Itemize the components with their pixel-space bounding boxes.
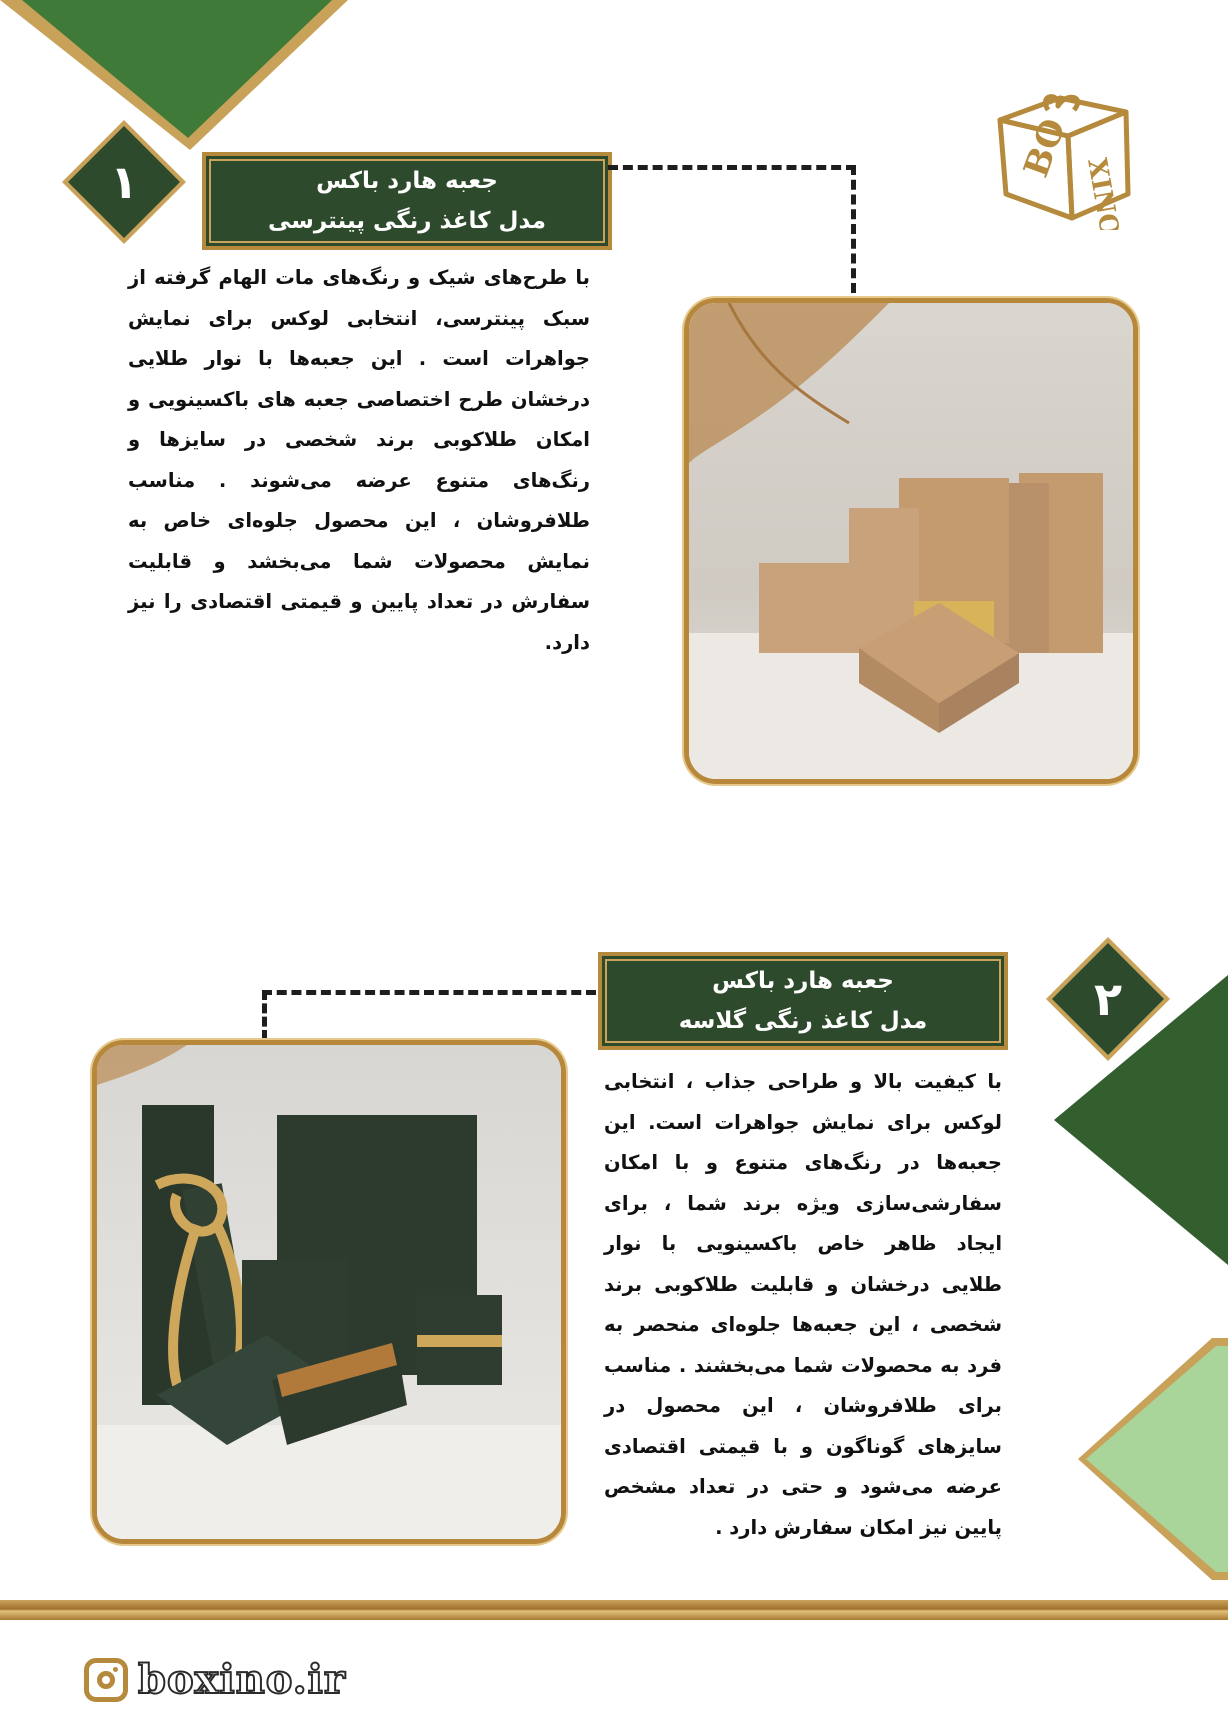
section-2-connector-horizontal	[262, 990, 596, 995]
section-2-title-banner	[598, 952, 1008, 1050]
section-2-description: با کیفیت بالا و طراحی جذاب ، انتخابی لوکس برای نمایش جواهرات است. این جعبه‌ها در رنگ‌های متنوع و با امکان سفارشی‌سازی ویژه برند شما ، برای ایجاد ظاهر خاص باکسینویی با نوار طلایی درخشان و قابلیت طلاکوبی برند شخصی ، این جعبه‌ها جلوه‌ای منحصر به فرد به محصولات شما می‌بخشند . مناسب برای طلافروشان ، این محصول در سایزهای گوناگون و با قیمتی اقتصادی عرضه می‌شود و حتی در تعداد مشخص پایین نیز امکان سفارش دارد .	[604, 1070, 1002, 1539]
section-1-number-badge	[60, 118, 188, 246]
instagram-icon	[84, 1658, 128, 1702]
right-lightgreen-diamond	[1076, 1338, 1228, 1580]
boxino-logo	[988, 90, 1138, 230]
svg-text:XINO: XINO	[1081, 156, 1125, 230]
section-2-connector-vertical	[262, 990, 267, 1040]
footer-website-link[interactable]	[84, 1656, 346, 1703]
section-2-title-line2: مدل کاغذ رنگی گلاسه	[678, 1008, 928, 1034]
section-1-connector-horizontal	[608, 165, 856, 170]
section-2-number-badge	[1044, 935, 1172, 1063]
section-1-product-photo	[684, 298, 1138, 784]
section-1-connector-vertical	[851, 165, 856, 293]
section-1-title-line1: جعبه هارد باکس	[316, 168, 498, 194]
section-2-title-line1: جعبه هارد باکس	[712, 968, 894, 994]
website-text: boxino.ir	[138, 1656, 346, 1703]
section-1-title-banner	[202, 152, 612, 250]
section-1-description: با طرح‌های شیک و رنگ‌های مات الهام گرفته از سبک پینترسی، انتخابی لوکس برای نمایش جواهرات است . این جعبه‌ها با نوار طلایی درخشان طرح اختصاصی جعبه های باکسینویی و امکان طلاکوبی برند شخصی در سایزها و رنگ‌های متنوع عرضه می‌شوند . مناسب طلافروشان ، این محصول جلوه‌ای خاص به نمایش محصولات شما می‌بخشد و قابلیت سفارش در تعداد پایین و قیمتی اقتصادی را نیز دارد.	[128, 266, 590, 654]
section-1-number: ۱	[109, 155, 139, 209]
section-2-product-photo	[92, 1040, 566, 1544]
svg-text:BO: BO	[1016, 113, 1075, 183]
section-1-title-line2: مدل کاغذ رنگی پینترسی	[267, 208, 547, 234]
section-2-number: ۲	[1093, 972, 1123, 1026]
bottom-gold-divider	[0, 1600, 1228, 1620]
